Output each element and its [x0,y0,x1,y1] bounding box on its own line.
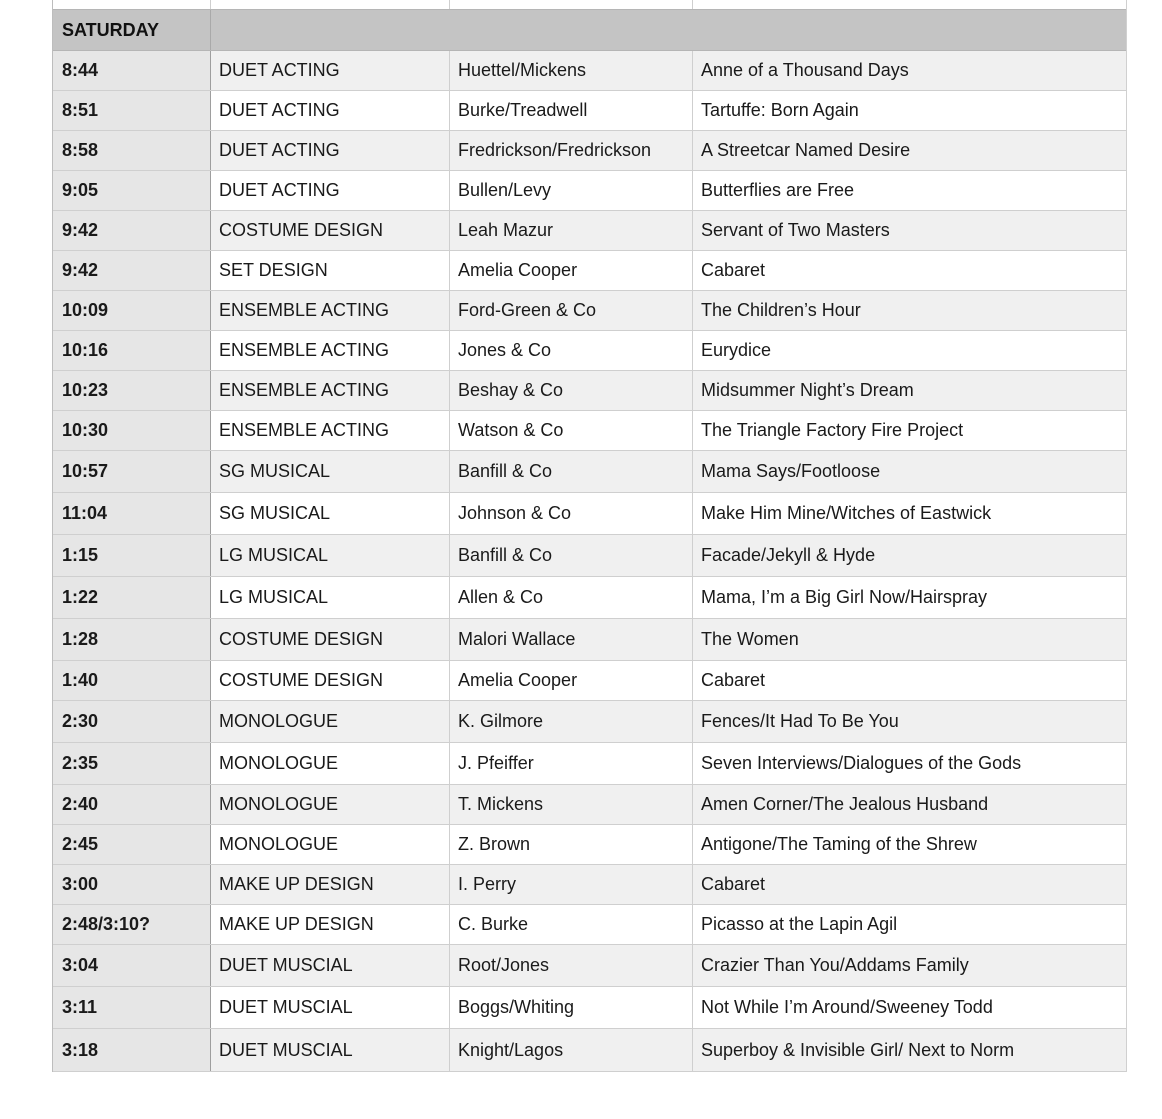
event-cell: DUET ACTING [211,91,450,130]
schedule-table [52,0,1127,1072]
event-cell: COSTUME DESIGN [211,661,450,700]
performer-cell: K. Gilmore [450,701,693,742]
piece-cell: Servant of Two Masters [701,220,890,240]
table-row [53,493,1126,535]
time-cell: 3:04 [53,945,211,986]
table-row [53,91,1126,131]
performer-cell: Z. Brown [450,825,693,864]
event-cell: COSTUME DESIGN [211,211,450,250]
piece-cell: Antigone/The Taming of the Shrew [701,834,977,854]
event-cell: LG MUSICAL [211,577,450,618]
table-row [53,291,1126,331]
piece-cell: Crazier Than You/Addams Family [701,955,969,975]
event-cell: DUET ACTING [211,51,450,90]
time-cell: 3:11 [53,987,211,1028]
time-cell: 2:40 [53,785,211,824]
piece-cell: Fences/It Had To Be You [701,711,899,731]
performer-cell: Leah Mazur [450,211,693,250]
time-cell: 2:30 [53,701,211,742]
event-cell: DUET ACTING [211,131,450,170]
time-cell: 1:22 [53,577,211,618]
table-row [53,171,1126,211]
schedule-rows [53,51,1126,1072]
table-row [53,743,1126,785]
table-row [53,619,1126,661]
table-row [53,785,1126,825]
table-row [53,51,1126,91]
table-row [53,701,1126,743]
piece-cell: Anne of a Thousand Days [701,60,909,80]
time-cell: 10:09 [53,291,211,330]
performer-cell: Watson & Co [450,411,693,450]
piece-cell: Facade/Jekyll & Hyde [701,545,876,565]
event-cell: MAKE UP DESIGN [211,905,450,944]
piece-cell: Amen Corner/The Jealous Husband [701,794,989,814]
time-cell: 2:35 [53,743,211,784]
event-cell: DUET ACTING [211,171,450,210]
time-cell: 2:45 [53,825,211,864]
piece-cell: Seven Interviews/Dialogues of the Gods [701,753,1022,773]
time-cell: 10:57 [53,451,211,492]
event-cell: DUET MUSCIAL [211,945,450,986]
piece-cell: Tartuffe: Born Again [701,100,859,120]
performer-cell: Amelia Cooper [450,661,693,700]
performer-cell: T. Mickens [450,785,693,824]
piece-cell: The Children’s Hour [701,300,861,320]
time-cell: 10:16 [53,331,211,370]
time-cell: 1:28 [53,619,211,660]
event-cell: MONOLOGUE [211,825,450,864]
table-row [53,451,1126,493]
piece-cell: Cabaret [701,670,766,690]
event-cell: DUET MUSCIAL [211,1029,450,1071]
event-cell: MONOLOGUE [211,743,450,784]
event-cell: SG MUSICAL [211,493,450,534]
performer-cell: Fredrickson/Fredrickson [450,131,693,170]
performer-cell: Ford-Green & Co [450,291,693,330]
table-row [53,905,1126,945]
table-row [53,1029,1126,1072]
time-cell: 2:48/3:10? [53,905,211,944]
table-row [53,131,1126,171]
piece-cell: Cabaret [701,874,766,894]
piece-cell: The Women [701,629,799,649]
day-header-fill [211,10,1126,50]
performer-cell: Allen & Co [450,577,693,618]
piece-cell: Midsummer Night’s Dream [701,380,914,400]
table-row [53,411,1126,451]
event-cell: SG MUSICAL [211,451,450,492]
event-cell: MAKE UP DESIGN [211,865,450,904]
event-cell: SET DESIGN [211,251,450,290]
performer-cell: J. Pfeiffer [450,743,693,784]
event-cell: DUET MUSCIAL [211,987,450,1028]
event-cell: MONOLOGUE [211,785,450,824]
table-row [53,825,1126,865]
table-row [53,865,1126,905]
time-cell: 10:23 [53,371,211,410]
time-cell: 3:00 [53,865,211,904]
performer-cell: Huettel/Mickens [450,51,693,90]
performer-cell: Johnson & Co [450,493,693,534]
performer-cell: Knight/Lagos [450,1029,693,1071]
piece-cell: Make Him Mine/Witches of Eastwick [701,503,992,523]
table-row [53,945,1126,987]
piece-cell: Superboy & Invisible Girl/ Next to Norm [701,1039,1015,1060]
time-cell: 8:44 [53,51,211,90]
time-cell: 1:40 [53,661,211,700]
event-cell: MONOLOGUE [211,701,450,742]
table-row [53,577,1126,619]
event-cell: COSTUME DESIGN [211,619,450,660]
time-cell: 8:51 [53,91,211,130]
event-cell: LG MUSICAL [211,535,450,576]
table-row [53,371,1126,411]
time-cell: 9:05 [53,171,211,210]
time-cell: 1:15 [53,535,211,576]
event-cell: ENSEMBLE ACTING [211,331,450,370]
time-cell: 11:04 [53,493,211,534]
table-top-edge [53,0,1126,9]
piece-cell: Not While I’m Around/Sweeney Todd [701,997,993,1017]
event-cell: ENSEMBLE ACTING [211,371,450,410]
table-row [53,535,1126,577]
table-row [53,987,1126,1029]
table-row [53,211,1126,251]
piece-cell: The Triangle Factory Fire Project [701,420,964,440]
time-cell: 9:42 [53,251,211,290]
table-row [53,251,1126,291]
performer-cell: Jones & Co [450,331,693,370]
performer-cell: Bullen/Levy [450,171,693,210]
time-cell: 9:42 [53,211,211,250]
piece-cell: Butterflies are Free [701,180,855,200]
piece-cell: Mama, I’m a Big Girl Now/Hairspray [701,587,988,607]
performer-cell: Beshay & Co [450,371,693,410]
performer-cell: Banfill & Co [450,535,693,576]
piece-cell: Picasso at the Lapin Agil [701,914,898,934]
performer-cell: Boggs/Whiting [450,987,693,1028]
day-header-row [53,9,1126,51]
table-row [53,331,1126,371]
time-cell: 10:30 [53,411,211,450]
performer-cell: C. Burke [450,905,693,944]
performer-cell: Burke/Treadwell [450,91,693,130]
piece-cell: A Streetcar Named Desire [701,140,911,160]
time-cell: 3:18 [53,1029,211,1071]
performer-cell: Banfill & Co [450,451,693,492]
piece-cell: Eurydice [701,340,772,360]
performer-cell: I. Perry [450,865,693,904]
performer-cell: Amelia Cooper [450,251,693,290]
performer-cell: Malori Wallace [450,619,693,660]
event-cell: ENSEMBLE ACTING [211,291,450,330]
piece-cell: Mama Says/Footloose [701,461,881,481]
time-cell: 8:58 [53,131,211,170]
piece-cell: Cabaret [701,260,766,280]
day-header: SATURDAY [53,10,211,50]
performer-cell: Root/Jones [450,945,693,986]
event-cell: ENSEMBLE ACTING [211,411,450,450]
table-row [53,661,1126,701]
